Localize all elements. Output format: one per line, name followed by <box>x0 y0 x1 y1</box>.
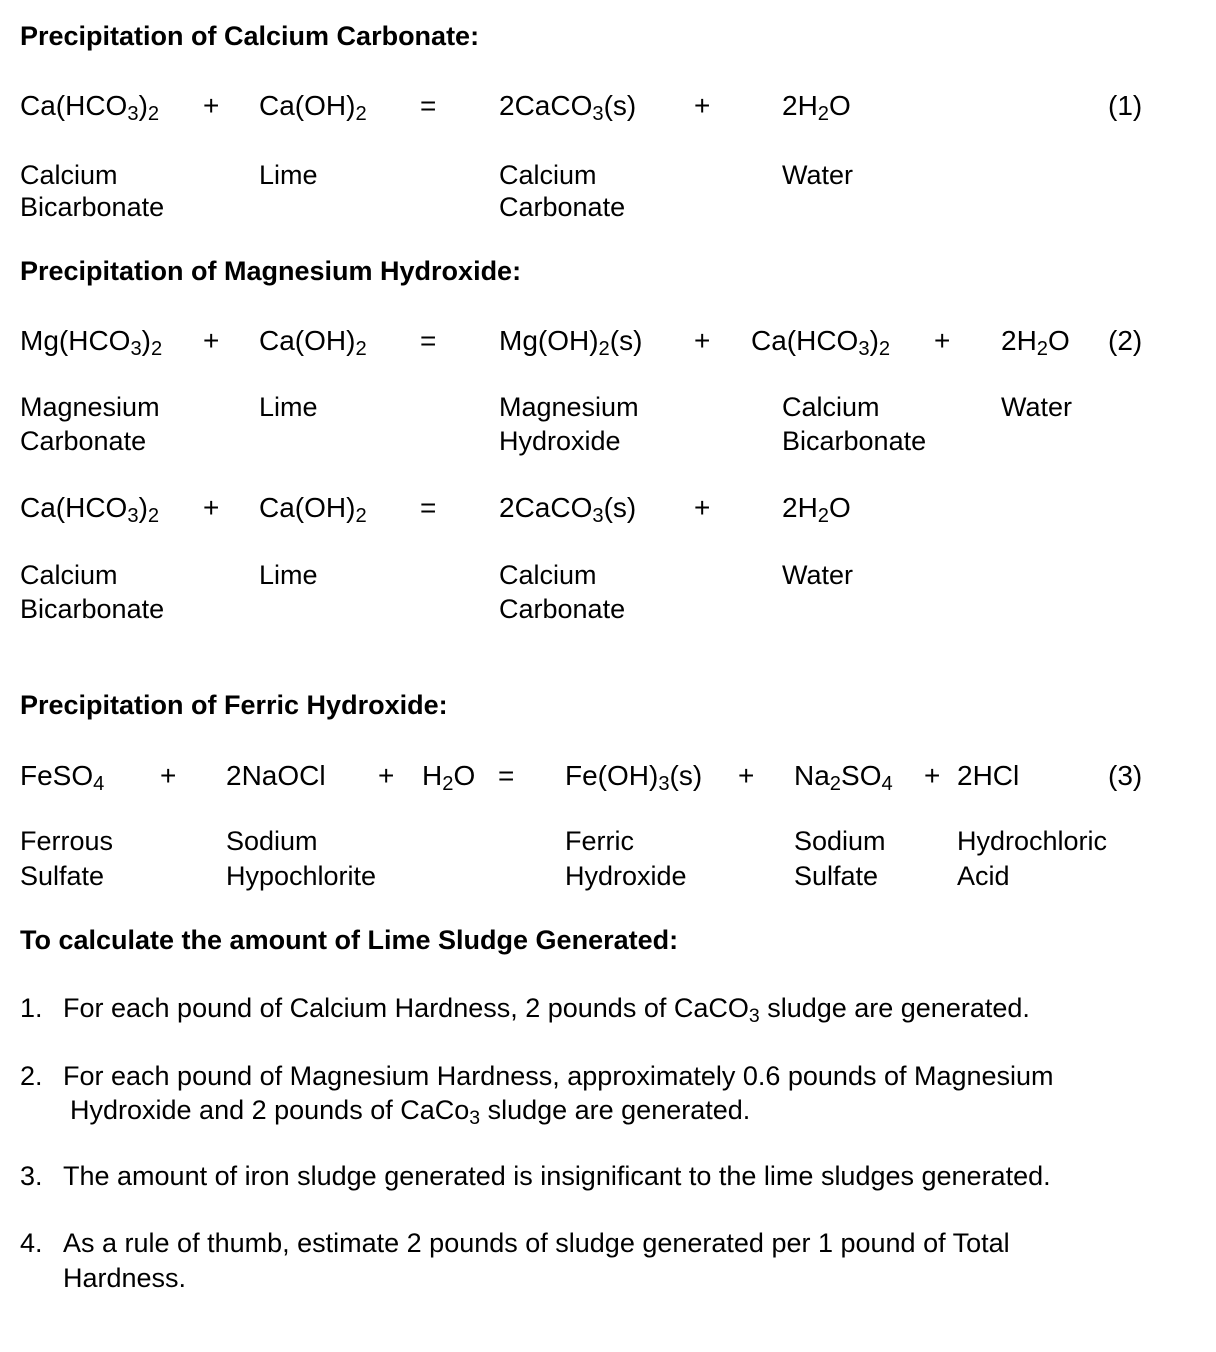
list-item-1: For each pound of Calcium Hardness, 2 pounds of CaCO$_3$ sludge are generated. <box>63 993 1030 1027</box>
heading-calcium-carbonate: Precipitation of Calcium Carbonate: <box>20 21 480 51</box>
plus-sign: + <box>203 492 220 523</box>
term-sodium-hypochlorite: 2NaOCl <box>226 760 326 791</box>
term-magnesium-hydroxide: $Mg(OH)_2(s)$ <box>499 325 643 361</box>
term-water: $2H_2O$ <box>1001 325 1070 361</box>
term-water: $2H_2O$ <box>782 90 851 126</box>
label-calcium: Calcium <box>499 560 597 590</box>
label-ferric: Ferric <box>565 826 634 856</box>
list-item-2-line-2: Hydroxide and 2 pounds of CaCo$_3$ sludge are generated. <box>70 1095 751 1129</box>
label-water: Water <box>1001 392 1073 422</box>
plus-sign: + <box>160 760 177 791</box>
plus-sign: + <box>694 492 711 523</box>
label-bicarbonate: Bicarbonate <box>20 594 165 624</box>
term-calcium-bicarbonate: $Ca(HCO_3)_2$ <box>20 492 160 528</box>
plus-sign: + <box>934 325 951 356</box>
list-number: 1. <box>20 993 43 1023</box>
term-lime: $Ca(OH)_2$ <box>259 325 367 361</box>
label-water: Water <box>782 160 854 190</box>
heading-lime-sludge: To calculate the amount of Lime Sludge Generated: <box>20 925 679 955</box>
plus-sign: + <box>203 90 220 121</box>
plus-sign: + <box>738 760 755 791</box>
list-item-4-line-2: Hardness. <box>63 1263 187 1293</box>
term-calcium-bicarbonate: $Ca(HCO_3)_2$ <box>20 90 160 126</box>
equation-number: (2) <box>1108 325 1143 356</box>
label-hydroxide: Hydroxide <box>565 861 687 891</box>
label-sodium: Sodium <box>794 826 886 856</box>
label-lime: Lime <box>259 392 318 422</box>
label-acid: Acid <box>957 861 1010 891</box>
heading-ferric-hydroxide: Precipitation of Ferric Hydroxide: <box>20 690 448 720</box>
label-lime: Lime <box>259 560 318 590</box>
equals-sign: = <box>420 90 437 121</box>
label-sulfate: Sulfate <box>20 861 105 891</box>
label-sulfate: Sulfate <box>794 861 879 891</box>
label-carbonate: Carbonate <box>20 426 147 456</box>
label-calcium: Calcium <box>20 160 118 190</box>
term-magnesium-bicarbonate: $Mg(HCO_3)_2$ <box>20 325 163 361</box>
list-item-2-line-1: For each pound of Magnesium Hardness, approximately 0.6 pounds of Magnesium <box>63 1061 1054 1091</box>
term-sodium-sulfate: $Na_2SO_4$ <box>794 760 893 796</box>
plus-sign: + <box>924 760 941 791</box>
equals-sign: = <box>420 325 437 356</box>
term-water: $H_2O$ <box>422 760 476 796</box>
term-lime: $Ca(OH)_2$ <box>259 492 367 528</box>
label-sodium: Sodium <box>226 826 318 856</box>
term-lime: $Ca(OH)_2$ <box>259 90 367 126</box>
list-item-4-line-1: As a rule of thumb, estimate 2 pounds of sludge generated per 1 pound of Total <box>63 1228 1010 1258</box>
plus-sign: + <box>694 325 711 356</box>
label-ferrous: Ferrous <box>20 826 114 856</box>
term-ferric-hydroxide: $Fe(OH)_3(s)$ <box>565 760 703 796</box>
plus-sign: + <box>203 325 220 356</box>
equals-sign: = <box>420 492 437 523</box>
label-magnesium: Magnesium <box>20 392 160 422</box>
list-item-3: The amount of iron sludge generated is insignificant to the lime sludges generated. <box>63 1161 1051 1191</box>
term-calcium-carbonate: 2CaCO$_3$(s) <box>499 492 637 528</box>
list-number: 3. <box>20 1161 43 1191</box>
label-calcium: Calcium <box>20 560 118 590</box>
label-calcium: Calcium <box>782 392 880 422</box>
plus-sign: + <box>694 90 711 121</box>
heading-magnesium-hydroxide: Precipitation of Magnesium Hydroxide: <box>20 256 522 286</box>
label-bicarbonate: Bicarbonate <box>782 426 927 456</box>
label-carbonate: Carbonate <box>499 594 626 624</box>
equals-sign: = <box>498 760 515 791</box>
equation-number: (3) <box>1108 760 1143 791</box>
term-hydrochloric-acid: 2HCl <box>957 760 1020 791</box>
label-water: Water <box>782 560 854 590</box>
equation-number: (1) <box>1108 90 1143 121</box>
label-calcium: Calcium <box>499 160 597 190</box>
label-hypochlorite: Hypochlorite <box>226 861 377 891</box>
term-calcium-bicarbonate: $Ca(HCO_3)_2$ <box>751 325 891 361</box>
label-magnesium: Magnesium <box>499 392 639 422</box>
label-bicarbonate: Bicarbonate <box>20 192 165 222</box>
label-carbonate: Carbonate <box>499 192 626 222</box>
label-hydroxide: Hydroxide <box>499 426 621 456</box>
term-water: $2H_2O$ <box>782 492 851 528</box>
term-calcium-carbonate: 2CaCO$_3$(s) <box>499 90 637 126</box>
label-hydrochloric: Hydrochloric <box>957 826 1108 856</box>
plus-sign: + <box>378 760 395 791</box>
list-number: 4. <box>20 1228 43 1258</box>
label-lime: Lime <box>259 160 318 190</box>
list-number: 2. <box>20 1061 43 1091</box>
term-ferrous-sulfate: FeSO$_4$ <box>20 760 105 796</box>
